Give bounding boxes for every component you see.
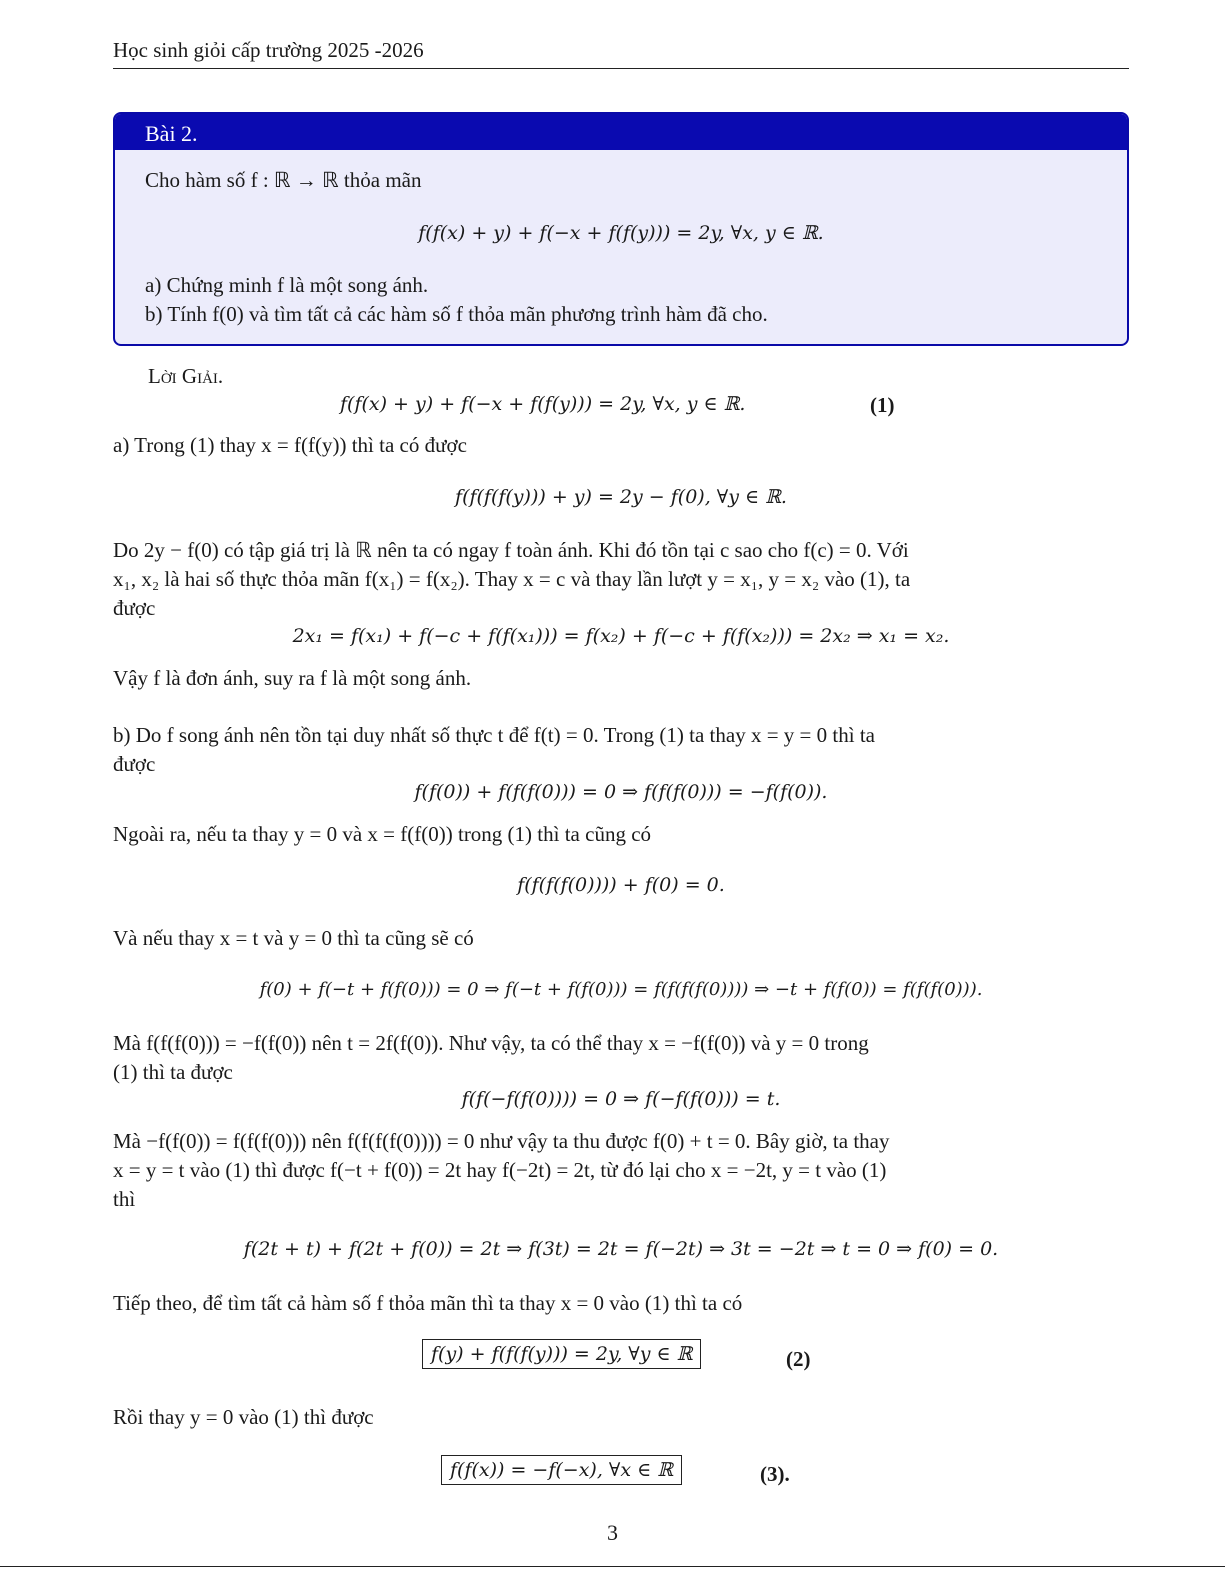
part-b-line-1: b) Do f song ánh nên tồn tại duy nhất số thực t để f(t) = 0. Trong (1) ta thay x = y = 0 thì ta (113, 723, 875, 747)
part-b-equation-2: f(f(f(f(0)))) + f(0) = 0. (517, 874, 725, 896)
part-a-conclusion: Vậy f là đơn ánh, suy ra f là một song ánh. (113, 666, 472, 690)
part-a-text-line-1: Do 2y − f(0) có tập giá trị là ℝ nên ta có ngay f toàn ánh. Khi đó tồn tại c sao cho f(c) = 0. Với (113, 538, 909, 562)
part-b-line-2: được (113, 752, 156, 776)
problem-equation: f(f(x) + y) + f(−x + f(f(y))) = 2y, ∀x, y ∈ ℝ. (418, 222, 824, 244)
bottom-divider (0, 1566, 1225, 1567)
problem-intro: Cho hàm số f : ℝ → ℝ thỏa mãn (145, 168, 422, 192)
part-b-equation-5: f(2t + t) + f(2t + f(0)) = 2t ⇒ f(3t) = 2t = f(−2t) ⇒ 3t = −2t ⇒ t = 0 ⇒ f(0) = 0. (243, 1238, 999, 1260)
problem-part-a: a) Chứng minh f là một song ánh. (145, 273, 429, 297)
boxed-equation-3: f(f(x)) = −f(−x), ∀x ∈ ℝ (441, 1455, 682, 1485)
problem-box (113, 112, 1129, 346)
problem-part-b: b) Tính f(0) và tìm tất cả các hàm số f thỏa mãn phương trình hàm đã cho. (145, 302, 768, 326)
problem-box-header (115, 114, 1127, 150)
part-a-text-line-2: x₁, x₂ là hai số thực thỏa mãn f(x₁) = f(x₂). Thay x = c và thay lần lượt y = x₁, y = x₂ vào (1), ta (113, 567, 911, 591)
part-a-equation-2: 2x₁ = f(x₁) + f(−c + f(f(x₁))) = f(x₂) + f(−c + f(f(x₂))) = 2x₂ ⇒ x₁ = x₂. (292, 625, 950, 647)
part-b-equation-1: f(f(0)) + f(f(f(0))) = 0 ⇒ f(f(f(0))) = −f(f(0)). (414, 781, 828, 803)
equation-2-tag: (2) (786, 1347, 811, 1371)
equation-1-tag: (1) (870, 393, 895, 417)
part-b-line-5: Mà f(f(f(0))) = −f(f(0)) nên t = 2f(f(0)). Như vậy, ta có thể thay x = −f(f(0)) và y = 0 trong (113, 1031, 869, 1055)
part-b-line-3: Ngoài ra, nếu ta thay y = 0 và x = f(f(0)) trong (1) thì ta cũng có (113, 822, 652, 846)
part-b-line-6: (1) thì ta được (113, 1060, 233, 1084)
part-a-text-line-3: được (113, 596, 156, 620)
problem-label: Bài 2. (145, 121, 198, 146)
part-a-equation: f(f(f(f(y))) + y) = 2y − f(0), ∀y ∈ ℝ. (455, 486, 787, 508)
part-b-equation-4: f(f(−f(f(0)))) = 0 ⇒ f(−f(f(0))) = t. (461, 1088, 781, 1110)
equation-3-tag: (3). (760, 1462, 790, 1486)
part-a-intro: a) Trong (1) thay x = f(f(y)) thì ta có được (113, 433, 467, 457)
boxed-equation-2: f(y) + f(f(f(y))) = 2y, ∀y ∈ ℝ (422, 1339, 701, 1369)
header-title: Học sinh giỏi cấp trường 2025 -2026 (113, 38, 424, 62)
part-b-line-9: thì (113, 1187, 136, 1211)
running-header (113, 36, 1129, 69)
part-b-line-7: Mà −f(f(0)) = f(f(f(0))) nên f(f(f(f(0)))) = 0 như vậy ta thu được f(0) + t = 0. Bây giờ, ta thay (113, 1129, 890, 1153)
part-b-line-10: Tiếp theo, để tìm tất cả hàm số f thỏa mãn thì ta thay x = 0 vào (1) thì ta có (113, 1291, 743, 1315)
page-number: 3 (607, 1520, 618, 1545)
equation-1: f(f(x) + y) + f(−x + f(f(y))) = 2y, ∀x, y ∈ ℝ. (340, 393, 746, 415)
solution-heading: Lời Giải. (148, 364, 224, 388)
part-b-line-4: Và nếu thay x = t và y = 0 thì ta cũng sẽ có (113, 926, 474, 950)
part-b-equation-3: f(0) + f(−t + f(f(0))) = 0 ⇒ f(−t + f(f(0))) = f(f(f(f(0)))) ⇒ −t + f(f(0)) = f(f(f(0))). (259, 979, 983, 1000)
part-b-line-11: Rồi thay y = 0 vào (1) thì được (113, 1405, 374, 1429)
part-b-line-8: x = y = t vào (1) thì được f(−t + f(0)) = 2t hay f(−2t) = 2t, từ đó lại cho x = −2t, y = t vào (1) (113, 1158, 887, 1182)
